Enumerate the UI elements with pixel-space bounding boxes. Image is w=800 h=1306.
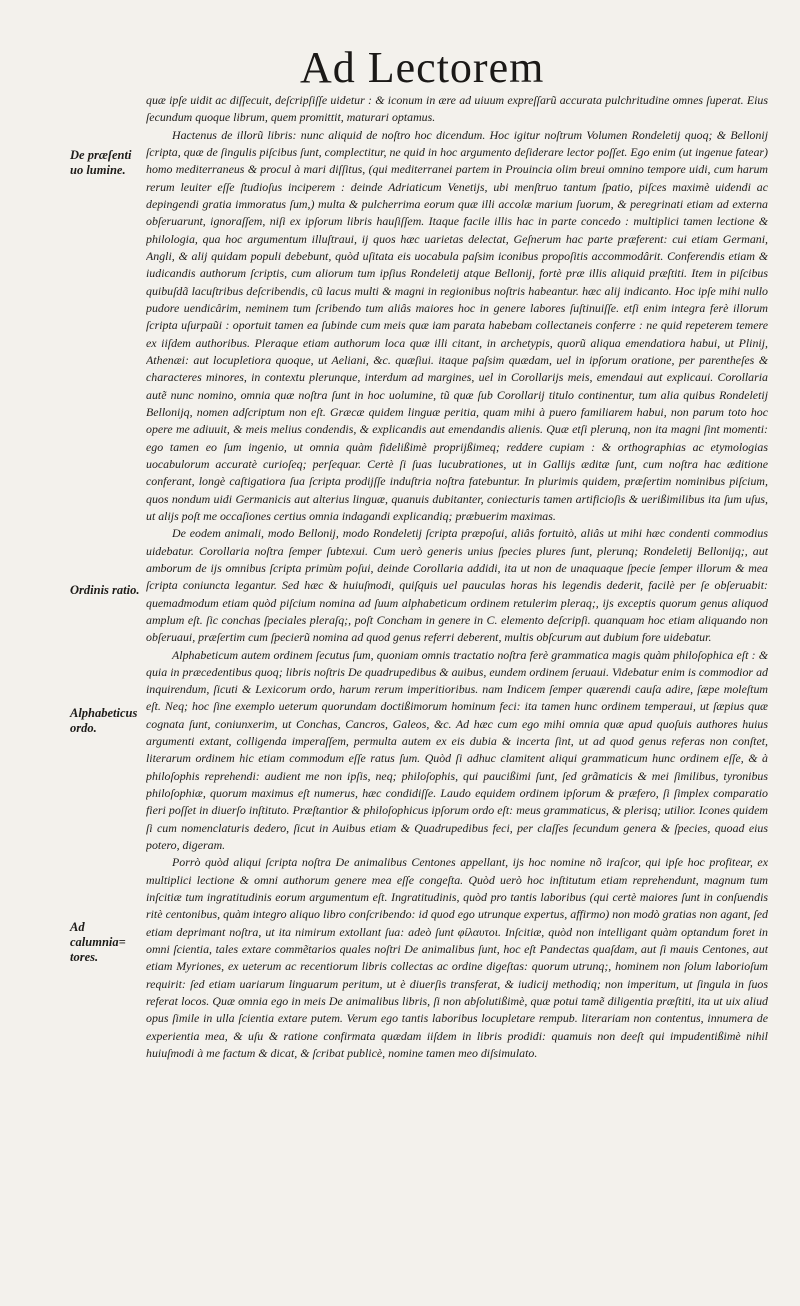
margin-note-ordinis-ratio: Ordinis ratio.	[70, 583, 140, 597]
paragraph-alphabeticum: Alphabeticum autem ordinem ſecutus ſum, quoniam omnis tractatio noſtra ferè grammatica magis quàm philoſophica eſt : & quia in præcedentibus quoq; libris noſtris De quadrupedibus & auibus, eundem ordinem ſeruaui. Videbatur enim is commodior ad inquirendum, ſicuti & Lexicorum ordo, harum rerum imperitioribus. nam Indicem ſemper quærendi cauſa adire, ſæpe moleſtum eſt. Neq; hoc ſine exemplo ueterum quorundam doctißimorum hominum feci: ita tamen hunc ordinem temperaui, ut ſæpius quæ cognata ſunt, coniunxerim, ut Conchas, Cancros, Galeos, &c. Ad hæc cum ego mihi omnia quæ apud quoſuis authores huius argumenti extant, colligenda imperaſſem, permulta autem ex eis dubia & incerta ſint, ut ad quod genus referas non conſtet, literarum ordinem hic etiam commodum eſſe ratus ſum. Quòd ſi adhuc clamitent aliqui grammaticum hunc ordinem eſſe, & à philoſophis reprehendi: audient me non ipſis, neq; philoſophis, qui paucißimi ſunt, ſed grãmaticis & mei ſimilibus, tyronibus philoſophiæ, quorum maximus eſt numerus, hæc condidiſſe. Laudo equidem ordinem ipſorum & præfero, ſi ſimplex comparatio fieri poſſet in diuerſo inſtituto. Præſtantior & philoſophicus ipſorum ordo eſt: meus grammaticus, & plerisq; utilior. Icones quidem ſi cum nomenclaturis dedero, ſicut in Auibus etiam & Quadrupedibus feci, per claſſes ſecundum genera & ſpecies, quoad eius potero, digeram.	[146, 647, 768, 853]
margin-note-de-praesenti: De præſenti uo lumine.	[70, 148, 132, 177]
page-title: Ad Lectorem	[300, 43, 545, 92]
paragraph-continuation: quæ ipſe uidit ac diſſecuit, deſcripſiſſe uidetur : & iconum in ære ad uiuum expreſſarũ accurata pulchritudine omnes ſuperat. Eius ſecundum quoque librum, quem promittit, maturari optamus.	[146, 93, 768, 125]
paragraph-hactenus: Hactenus de illorũ libris: nunc aliquid de noſtro hoc dicendum. Hoc igitur noſtrum Volumen Rondeletij quoq; & Bellonij ſcripta, quæ de ſingulis piſcibus ſunt, complectitur, ne quid in hoc argumento deſiderare lector poſſet. Ego enim (ut ingenue fatear) homo mediterraneus & procul à mari diſſitus, (qui mediterranei partem in Prouincia olim breui omnino tempore uidi, cum harum rerum leuiter eſſe ſtudioſus inciperem : deinde Adriaticum Venetijs, ubi menſtruo tantum ſpatio, piſces maximè uidendi ac depingendi gratia immoratus ſum,) multa & pulcherrima eorum quæ illi accolæ marium ſuorum, & peregrinati etiam ad externa obſeruarunt, ignoraſſem, niſi ex ipſorum libris hauſiſſem. Itaque facile illis hac in parte concedo : multiplici tamen lectione & philologia, qua hoc argumentum illuſtraui, ij quos hæc uarietas delectat, Geſnerum hac parte præferent: cui etiam Germani, Angli, & alij quidam populi debebunt, quòd uſitata eis uocabula paſsim iconibus propoſitis accommodârit. Conferendis etiam & iudicandis authorum ſcriptis, cum aliorum tum ipſius Rondeletij atque Bellonij, fortè præ illis aliquid præſtiti. Item in piſcibus quibuſdã lacuſtribus deſcribendis, cũ lacus multi & magni in regionibus noſtris habeantur. hæc alij indicanto. Hoc ipſe mihi nullo pudore uendicârim, neminem tum ſcribendo tum aliâs maiores hoc in genere labores ſuſtinuiſſe. etſi enim integra ferè illorum ſcripta uſurpaũi : oportuit tamen ea ſubinde cum meis quæ iam parata habebam collectaneis conferre : ne quid repeterem temere ex iiſdem authoribus. Pleraque etiam authorum loca quæ illi citant, in archetypis, quorũ aliqua emendatiora habui, ut Plinij, Athenæi: aut locupletiora quoque, ut Aeliani, &c. quæſiui. itaque paſsim quædam, uel in ipſorum oratione, per parentheſes & characteres minores, in contextu plerunque, interdum ad margines, uel in Corollarijs meis, emendaui aut explicaui. Corollaria autẽ nunc nomino, omnia quæ noſtra ſunt in hoc uolumine, tũ quæ ſub Corollarij titulo continentur, tum alia quibus Rondeletij Bellonijq, nomen adſcriptum non eſt. Græcæ quidem linguæ peritia, quam mihi à puero familiarem habui, non parum toto hoc opere me adiuuit, & meis melius condendis, & explicandis aut emendandis alienis. Quæ etſi plerunq, non ita magni ſint momenti: ego tamen eo ſum ingenio, ut omnia quàm fidelißimè proprijßimeq; reddere cupiam : & orthographias ac etymologias uocabulorum accuratè curioſeq; perſequar. Certè ſi ſuas lucubrationes, ut in Gallijs æditæ ſunt, cum noſtra hac æditione conferant, longè caſtigatiora ſua ſcripta prodijſſe induſtria noſtra fatebuntur. In plurimis quidem, præſertim nominibus piſcium, quos nondum uidi Germanicis aut alterius linguæ, quanuis dubitanter, coniecturis tamen artificioſis & uerißimilibus ita ſum uſus, ut alijs poſt me occaſiones certius omnia indagandi explicandiq; præbuerim maximas.	[146, 127, 768, 523]
margin-note-alphabeticus-ordo: Alphabeticus ordo.	[70, 706, 138, 735]
main-text-block	[146, 92, 768, 1292]
paragraph-porro: Porrò quòd aliqui ſcripta noſtra De animalibus Centones appellant, ijs hoc nomine nõ iraſcor, qui ipſe hoc profitear, ex multiplici lectione & omni authorum genere mea eſſe congeſta. Quòd uerò hoc inſtitutum etiam reprehendunt, magnum tum inſcitiæ tum ingratitudinis eorum argumentum eſt. Ingratitudinis, quòd pro tantis laboribus (qui certè maiores ſunt in conſuendis ritè centonibus, quàm integro aliquo libro conſcribendo: id quod ego utrunque expertus, affirmo) non modò gratias non agant, ſed etiam deprimant noſtra, ut ita nimirum extollant ſua: adeò ſunt φίλαυτοι. Inſcitiæ, quòd non intelligant quàm optandum foret in omni ſcientia, tales extare commẽtarios quales noſtri De animalibus ſunt, hoc eſt Pandectas quaſdam, aut ſi mauis Centones, aut etiam Myriones, ex ueterum ac recentiorum libris collectas ac ordine digeſtas: quorum utrunq;, hominem non ſolum laborioſum requirit: ſed etiam uariarum linguarum peritum, ut è diuerſis transferat, & iudicij methodiq; non imperitum, ut ſingula in ſuos referat locos. Quæ omnia ego in meis De animalibus libris, ſi non abſolutißimè, quæ potui tamẽ diligentia præſtiti, ita ut uix aliud opus ſimile in ulla ſcientia extare putem. Verum ego tantis laboribus locupletare rempub. literariam non contentus, innumera de experientia mea, & uſu & ratione confirmata quædam iiſdem in libris prodidi: quamuis non deeſt qui impudentißimè nihil huiuſmodi à me factum & dicat, & ſcribat publicè, nomine tamen meo diſsimulato.	[146, 855, 768, 1061]
paragraph-de-eodem-animali: De eodem animali, modo Bellonij, modo Rondeletij ſcripta præpoſui, aliâs fortuitò, aliâs ut mihi hæc condenti commodius uidebatur. Corollaria noſtra ſemper ſubtexui. Cum uerò generis unius ſpecies plures ſunt, plerunq; Rondeletij Bellonijq;, aut amborum de ijs omnibus ſcripta primùm poſui, deinde Corollaria addidi, ita ut non de unaquaque ſpecie ſemper illorum & mea ſcripta coniuncta legantur. Sed hæc & huiuſmodi, quiſquis uel pauculas horas his legendis dederit, facilè per ſe obſeruabit: quemadmodum etiam quòd piſcium nomina ad ſuum alphabeticum ordinem retulerim pleraq;, ijs exceptis quorum genus aliquod amplum eſt. ſic conchas ſpeciales pleraſq;, poſt Concham in genere in C. elemento deſcripſi. quanquam hoc etiam aliquando non obſeruaui, præſertim cum ſpecierũ nomina ad quod genus referri deberent, multis obſcurum aut dubium fore uidebatur.	[146, 526, 768, 645]
margin-note-ad-calumniatores: Ad calumnia= tores.	[70, 920, 126, 964]
